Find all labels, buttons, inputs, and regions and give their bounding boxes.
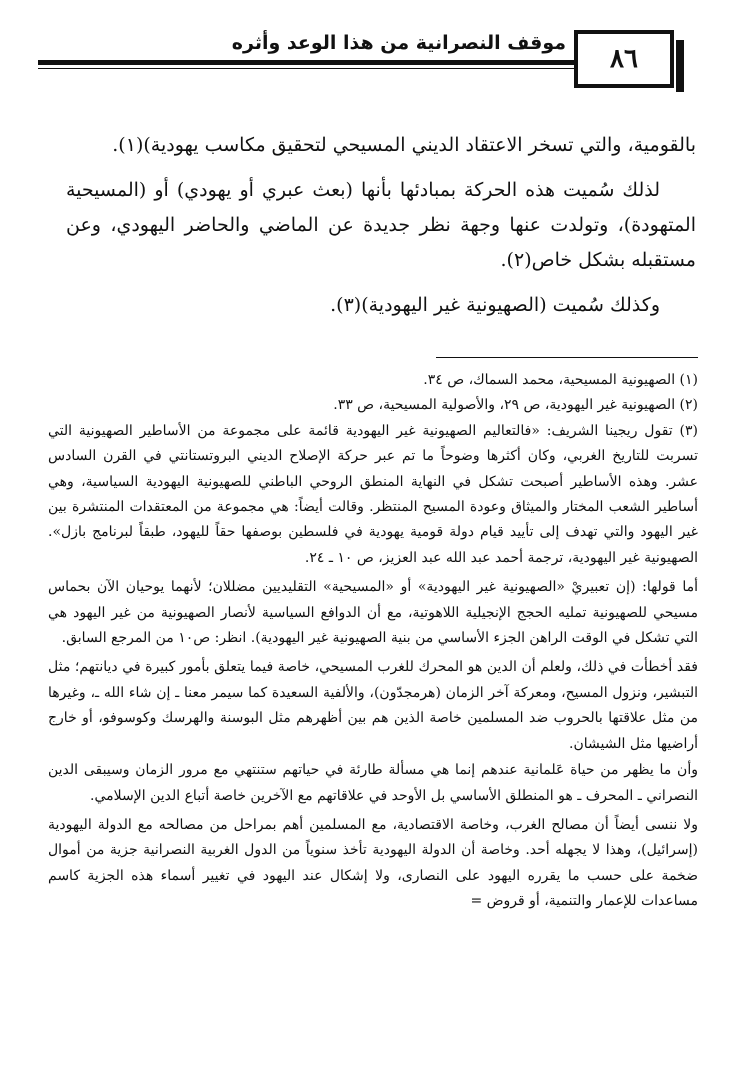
footnote-1: (١) الصهيونية المسيحية، محمد السماك، ص ٣٤. bbox=[423, 372, 698, 388]
footnote-3-paragraph-4: وأن ما يظهر من حياة عَلمانية عندهم إنما هي مسألة طارئة في حياتهم ستنتهي مع مرور الزمان وسيبقى الدين النصراني ـ المحرف ـ هو المنطلق الأساسي بل الأوحد في علاقاتهم مع الآخرين خاصة أتباع الدين الإسلامي. bbox=[48, 762, 698, 804]
main-paragraph-1: بالقومية، والتي تسخر الاعتقاد الديني المسيحي لتحقيق مكاسب يهودية)(١). bbox=[112, 134, 696, 156]
footnote-separator bbox=[436, 357, 698, 358]
footnote-3-paragraph-2: أما قولها: (إن تعبيريْ «الصهيونية غير اليهودية» أو «المسيحية» التقليديين مضللان؛ لأنهما يوحيان الآن بحماس مسيحي للصهيونية تمليه الحجج الإنجيلية اللاهوتية، مع أن الدوافع السياسية لأنصار الصهيونية من غير اليهود هي التي تشكل في الوقت الراهن الجزء الأساسي من بنية الصهيونية غير اليهودية). انظر: ص١٠ من المرجع السابق. bbox=[48, 579, 698, 647]
page-number: ٨٦ bbox=[610, 44, 638, 74]
main-text bbox=[66, 128, 696, 333]
footnotes bbox=[48, 368, 698, 915]
page-number-box bbox=[574, 30, 674, 88]
main-paragraph-2: لذلك سُميت هذه الحركة بمبادئها بأنها (بعث عبري أو يهودي) أو (المسيحية المتهودة)، وتولدت عنها وجهة نظر جديدة عن الماضي والحاضر اليهودي، وعن مستقبله بشكل خاص(٢). bbox=[66, 179, 696, 271]
running-title: موقف النصرانية من هذا الوعد وأثره bbox=[231, 32, 566, 54]
footnote-3-paragraph-5: ولا ننسى أيضاً أن مصالح الغرب، وخاصة الاقتصادية، مع المسلمين أهم بمراحل من مصالحه مع الدولة اليهودية (إسرائيل)، وهذا لا يجهله أحد. وخاصة أن الدولة اليهودية تأخذ سنوياً من الدول الغربية النصرانية جزية من أموال ضخمة على حسب ما يقرره اليهود على النصارى، ولا إشكال عند اليهود في تغيير أسماء هذه الجزية كاسم مساعدات للإعمار والتنمية، أو قروض = bbox=[48, 816, 698, 910]
footnote-3: (٣) تقول ريجينا الشريف: «فالتعاليم الصهيونية غير اليهودية قائمة على مجموعة من الأساطير الصهيونية التي تسربت للتاريخ الغربي، وكان أكثرها وضوحاً ما تم عبر حركة الإصلاح الديني البروتستانتي في القرن السادس عشر. وهذه الأساطير أصبحت تشكل في النهاية المنطق الروحي الباطني للصهيونية اليهودية السياسية، وهي أساطير الشعب المختار والميثاق وعودة المسيح المنتظر. وقالت أيضاً: هي مجموعة من المعتقدات المنتشرة بين غير اليهود والتي تهدف إلى تأييد قيام دولة قومية يهودية في فلسطين بوصفها حقاً لليهود، طبقاً لبرنامج بازل». الصهيونية غير اليهودية، ترجمة أحمد عبد الله عبد العزيز، ص ١٠ ـ ٢٤. bbox=[48, 422, 698, 566]
main-paragraph-3: وكذلك سُميت (الصهيونية غير اليهودية)(٣). bbox=[330, 294, 660, 316]
footnote-2: (٢) الصهيونية غير اليهودية، ص ٢٩، والأصولية المسيحية، ص ٣٣. bbox=[333, 397, 698, 414]
footnote-3-paragraph-3: فقد أخطأت في ذلك، ولعلم أن الدين هو المحرك للغرب المسيحي، خاصة فيما يتعلق بأمور كبيرة في ديانتهم؛ مثل التبشير، ونزول المسيح، ومعركة آخر الزمان (هرمجدّون)، والألفية السعيدة كما سيمر معنا ـ إن شاء الله ـ، وغيرها من مثل علاقتها بالحروب ضد المسلمين خاصة الذين هم بين أظهرهم مثل البوسنة والهرسك وكوسوفو، أو خارج أراضيها مثل الشيشان. bbox=[48, 659, 698, 752]
header-rule bbox=[38, 60, 576, 65]
header-rule-thin bbox=[38, 68, 576, 69]
